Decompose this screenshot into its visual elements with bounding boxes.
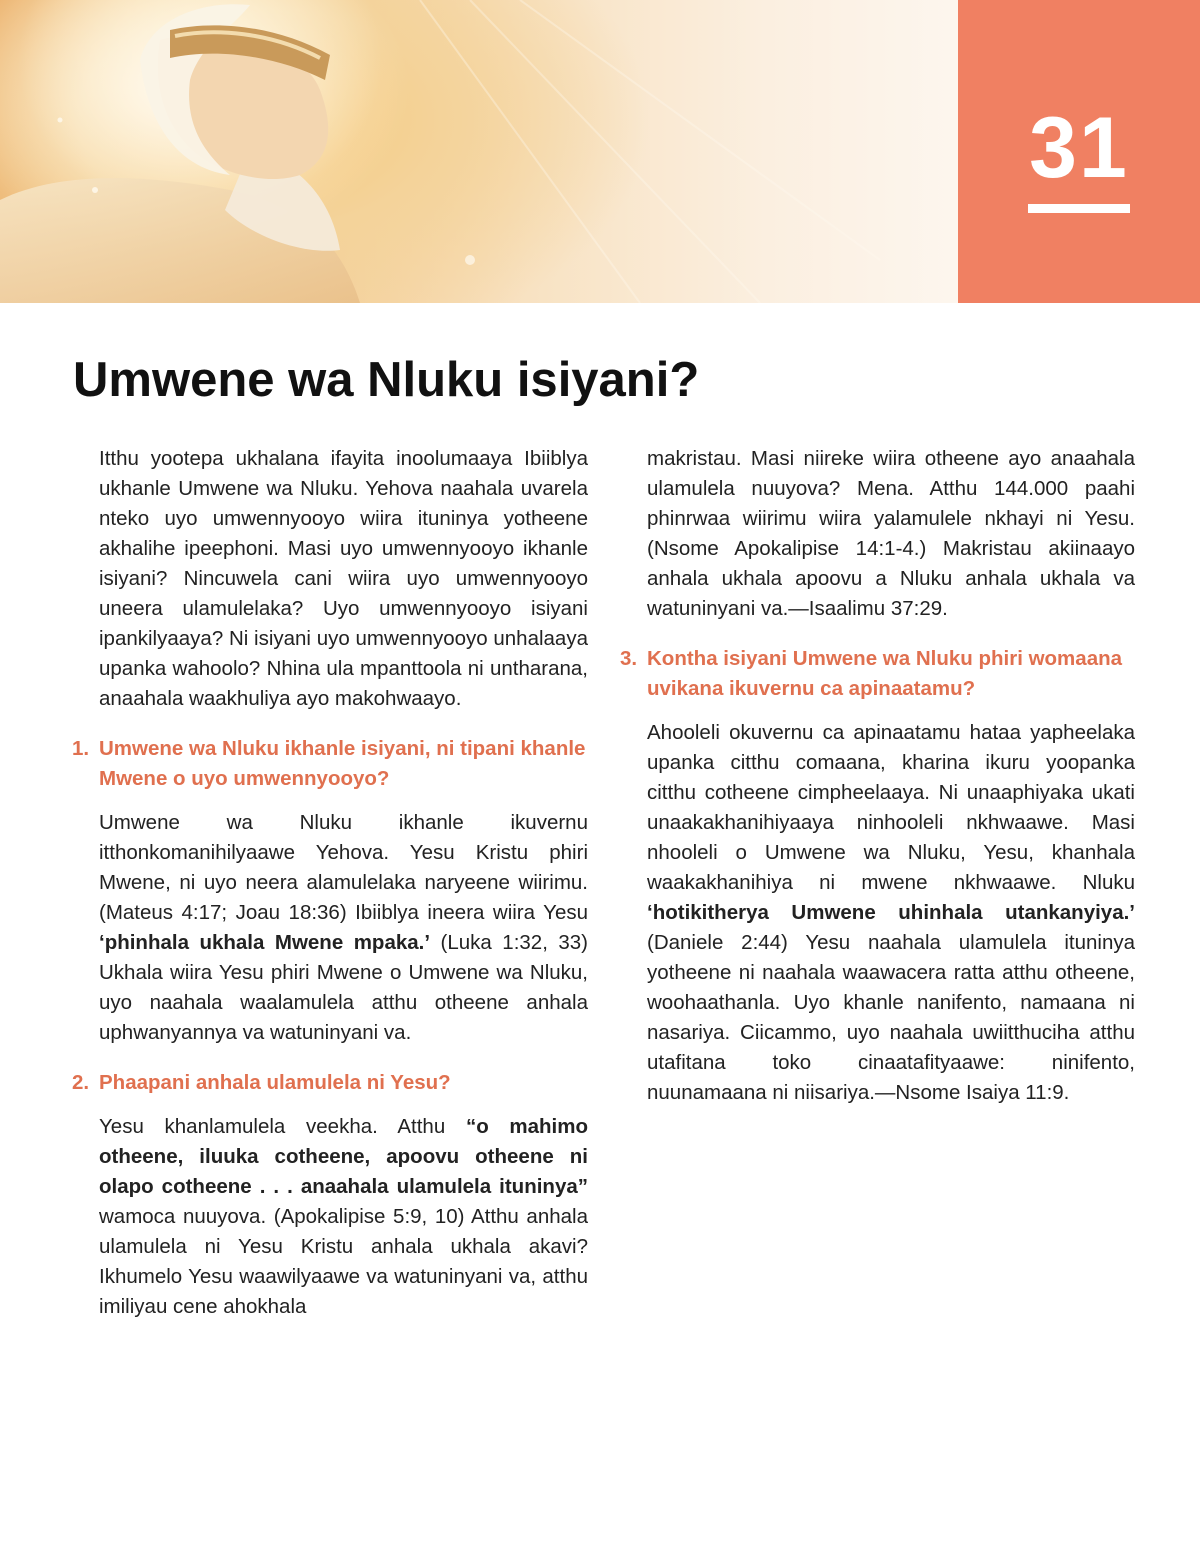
question-number: 1. xyxy=(72,737,90,760)
page-title: Umwene wa Nluku isiyani? xyxy=(73,353,700,407)
answer-text: Yesu khanlamulela veekha. Atthu xyxy=(99,1115,466,1138)
answer-text: Umwene wa Nluku ikhanle ikuvernu itthonkomanihilyaawe Yehova. Yesu Kristu phiri Mwene, ni uyo neera alamulelaka naryeene wiirimu. (Mateus 4:17; Joau 18:36) Ibiiblya ineera wiira Yesu xyxy=(99,811,588,924)
question-heading xyxy=(72,734,588,794)
question-heading xyxy=(620,644,1135,704)
answer-text: (Daniele 2:44) Yesu naahala ulamulela ituninya yotheene ni naahala waawacera ratta atthu otheene, woohaathanla. Uyo khanle nanifento, namaana ni nasariya. Ciicammo, uyo naahala uwiitthuciha atthu utafitana toko cinaatafityaawe: ninifento, nuunamaana ni niisariya.—Nsome Isaiya 11:9. xyxy=(647,931,1135,1104)
answer-paragraph xyxy=(72,808,588,1048)
question-number: 3. xyxy=(620,647,638,670)
question-text: Umwene wa Nluku ikhanle isiyani, ni tipani khanle Mwene o uyo umwennyooyo? xyxy=(99,737,586,790)
answer-text: wamoca nuuyova. (Apokalipise 5:9, 10) Atthu anhala ulamulela ni Yesu Kristu anhala ukhala akavi? Ikhumelo Yesu waawilyaawe va watuninyani va, atthu imiliyau cene ahokhala xyxy=(99,1205,588,1318)
chapter-badge xyxy=(958,0,1200,303)
answer-text: (Luka 1:32, 33) Ukhala wiira Yesu phiri Mwene o Umwene wa Nluku, uyo naahala waalamulela atthu otheene anhala uphwanyannya va watuninyani va. xyxy=(99,931,589,1044)
scripture-quote: “o mahimo otheene, iluuka cotheene, apoovu otheene ni olapo cotheene . . . anaahala ulamulela ituninya” xyxy=(99,1115,588,1198)
intro-paragraph: Itthu yootepa ukhalana ifayita inoolumaaya Ibiiblya ukhanle Umwene wa Nluku. Yehova naahala uvarela nteko uyo umwennyooyo wiira ituninya yotheene akhalihe ipeephoni. Masi uyo umwennyooyo ikhanle isiyani? Nincuwela cani wiira uyo umwennyooyo uneera ulamulelaka? Uyo umwennyooyo isiyani ipankilyaaya? Ni isiyani uyo umwennyooyo unhalaaya upanka wahoolo? Nhina ula mpanttoola ni untharana, anaahala waakhuliya ayo makohwaayo. xyxy=(99,447,588,710)
scripture-quote: ‘phinhala ukhala Mwene mpaka.’ xyxy=(99,931,431,954)
chapter-number: 31 xyxy=(1029,100,1129,196)
answer-paragraph-continued: makristau. Masi niireke wiira otheene ayo anaahala ulamulela nuuyova? Mena. Atthu 144.000 paahi phinrwaa wiirimu wiira yalamulele nkhayi ni Yesu. (Nsome Apokalipise 14:1-4.) Makristau akiinaayo anhala ukhala apoovu a Nluku anhala ukhala va watuninyani va.—Isaalimu 37:29. xyxy=(647,447,1135,620)
answer-paragraph xyxy=(72,1112,588,1322)
question-text: Kontha isiyani Umwene wa Nluku phiri womaana uvikana ikuvernu ca apinaatamu? xyxy=(647,647,1123,700)
question-number: 2. xyxy=(72,1071,90,1094)
chapter-underline xyxy=(1028,204,1130,213)
right-column xyxy=(620,444,1135,1108)
scripture-quote: ‘hotikitherya Umwene uhinhala utankanyiya.’ xyxy=(647,901,1135,924)
header-illustration xyxy=(0,0,958,303)
left-column xyxy=(72,444,588,1322)
question-heading xyxy=(72,1068,588,1098)
king-figure-illustration xyxy=(0,0,958,303)
answer-text: Ahooleli okuvernu ca apinaatamu hataa yapheelaka upanka citthu comaana, kharina ikuru yoopanka citthu cotheene cimpheelaaya. Ni unaaphiyaka ukati unaakakhanihiyaaya ninhooleli nkhwaawe. Masi nhooleli o Umwene wa Nluku, Yesu, khanhala waakakhanihiya ni mwene nkhwaawe. Nluku xyxy=(647,721,1135,894)
question-text: Phaapani anhala ulamulela ni Yesu? xyxy=(99,1071,451,1094)
answer-paragraph xyxy=(620,718,1135,1108)
